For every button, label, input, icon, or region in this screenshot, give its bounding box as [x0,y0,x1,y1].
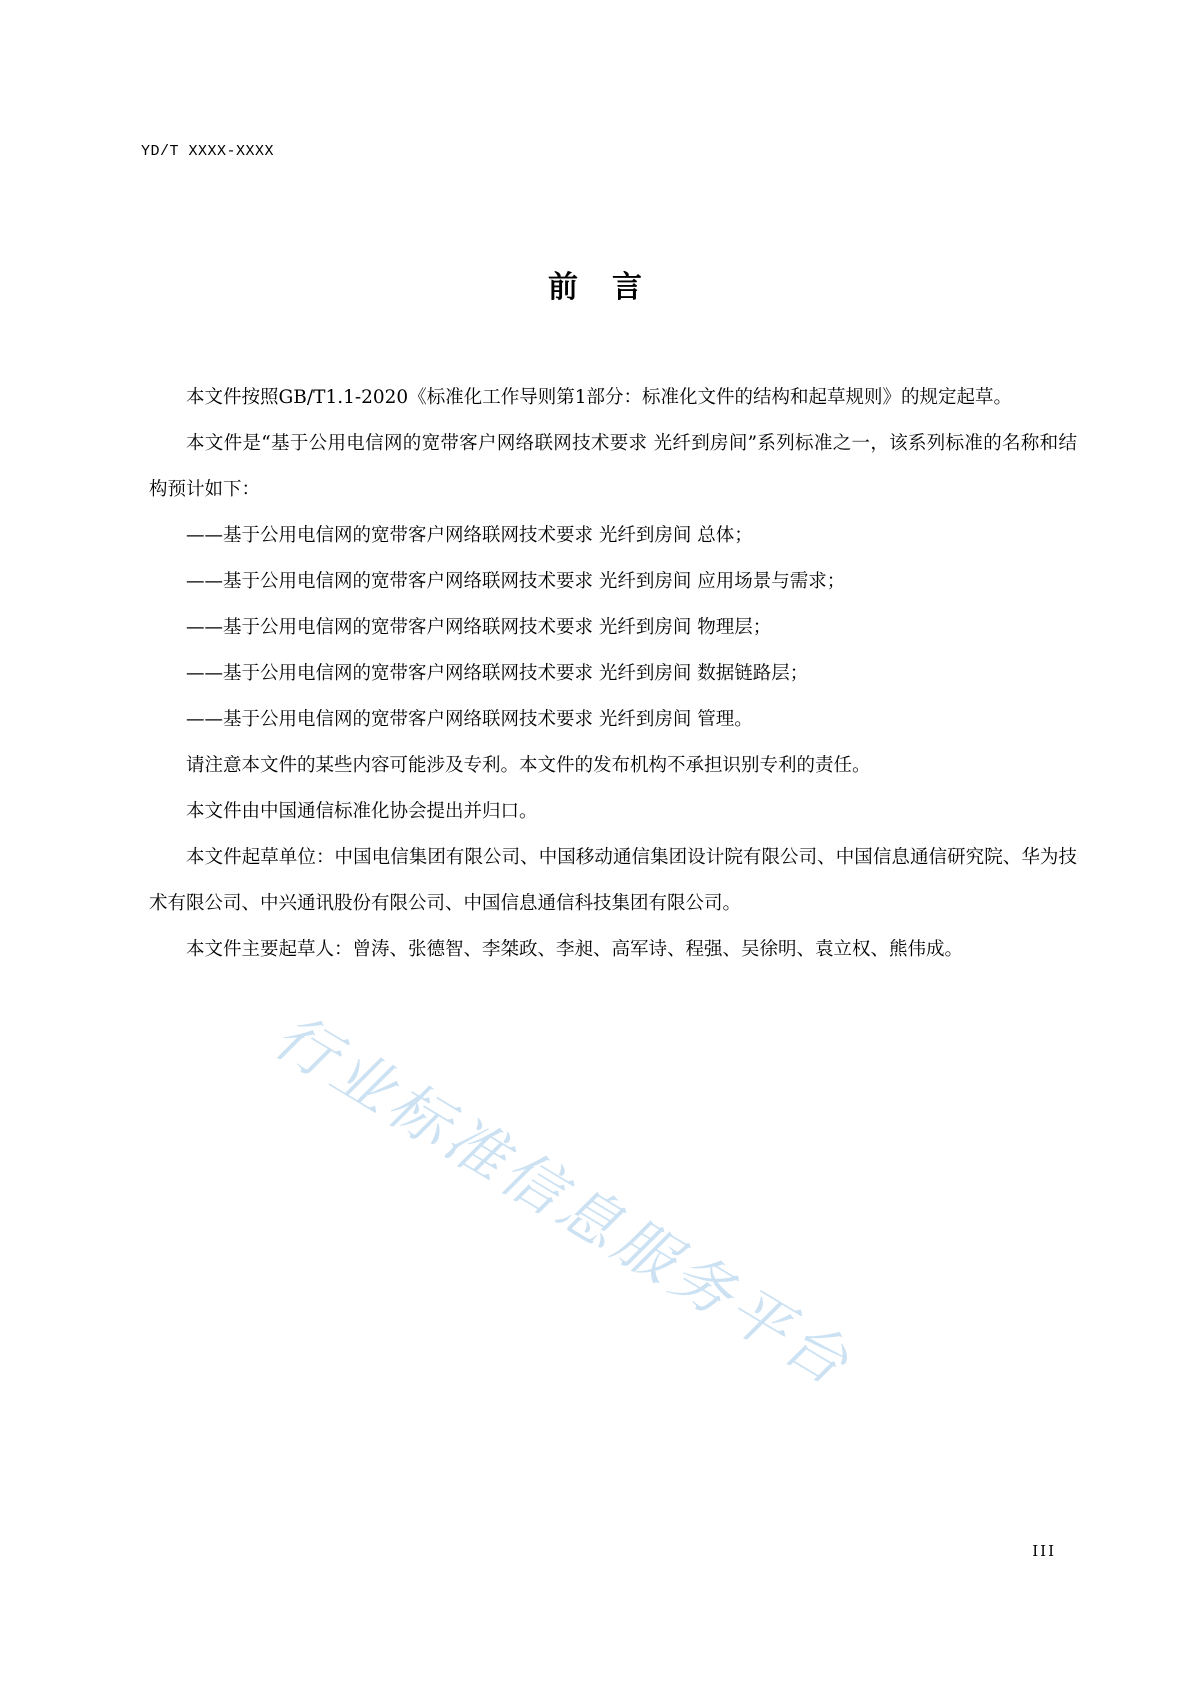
paragraph-drafters: 本文件主要起草人：曾涛、张德智、李桀政、李昶、高军诗、程强、吴徐明、袁立权、熊伟成。 [186,939,964,960]
paragraph-proposer: 本文件由中国通信标准化协会提出并归口。 [186,801,538,822]
series-item-general: ——基于公用电信网的宽带客户网络联网技术要求 光纤到房间 总体； [186,525,753,546]
paragraph-series-intro: 本文件是“基于公用电信网的宽带客户网络联网技术要求 光纤到房间”系列标准之一，该系列标准的名称和结构预计如下： [149,433,1077,500]
foreword-body [149,375,1077,973]
page-number: III [1032,1542,1056,1560]
series-item-management: ——基于公用电信网的宽带客户网络联网技术要求 光纤到房间 管理。 [186,709,753,730]
paragraph-drafting-units: 本文件起草单位：中国电信集团有限公司、中国移动通信集团设计院有限公司、中国信息通信研究院、华为技术有限公司、中兴通讯股份有限公司、中国信息通信科技集团有限公司。 [149,847,1077,914]
document-code: YD/T XXXX-XXXX [141,143,275,160]
series-list [149,513,1077,743]
page-title: 前言 [548,270,676,305]
paragraph-drafting-rules: 本文件按照GB/T1.1-2020《标准化工作导则第1部分：标准化文件的结构和起草规则》的规定起草。 [186,387,1012,408]
paragraph-patent-notice: 请注意本文件的某些内容可能涉及专利。本文件的发布机构不承担识别专利的责任。 [186,755,871,776]
series-item-data-link-layer: ——基于公用电信网的宽带客户网络联网技术要求 光纤到房间 数据链路层； [186,663,809,684]
series-item-physical-layer: ——基于公用电信网的宽带客户网络联网技术要求 光纤到房间 物理层； [186,617,772,638]
watermark: 行业标准信息服务平台 [262,1001,865,1402]
series-item-scenarios: ——基于公用电信网的宽带客户网络联网技术要求 光纤到房间 应用场景与需求； [186,571,846,592]
